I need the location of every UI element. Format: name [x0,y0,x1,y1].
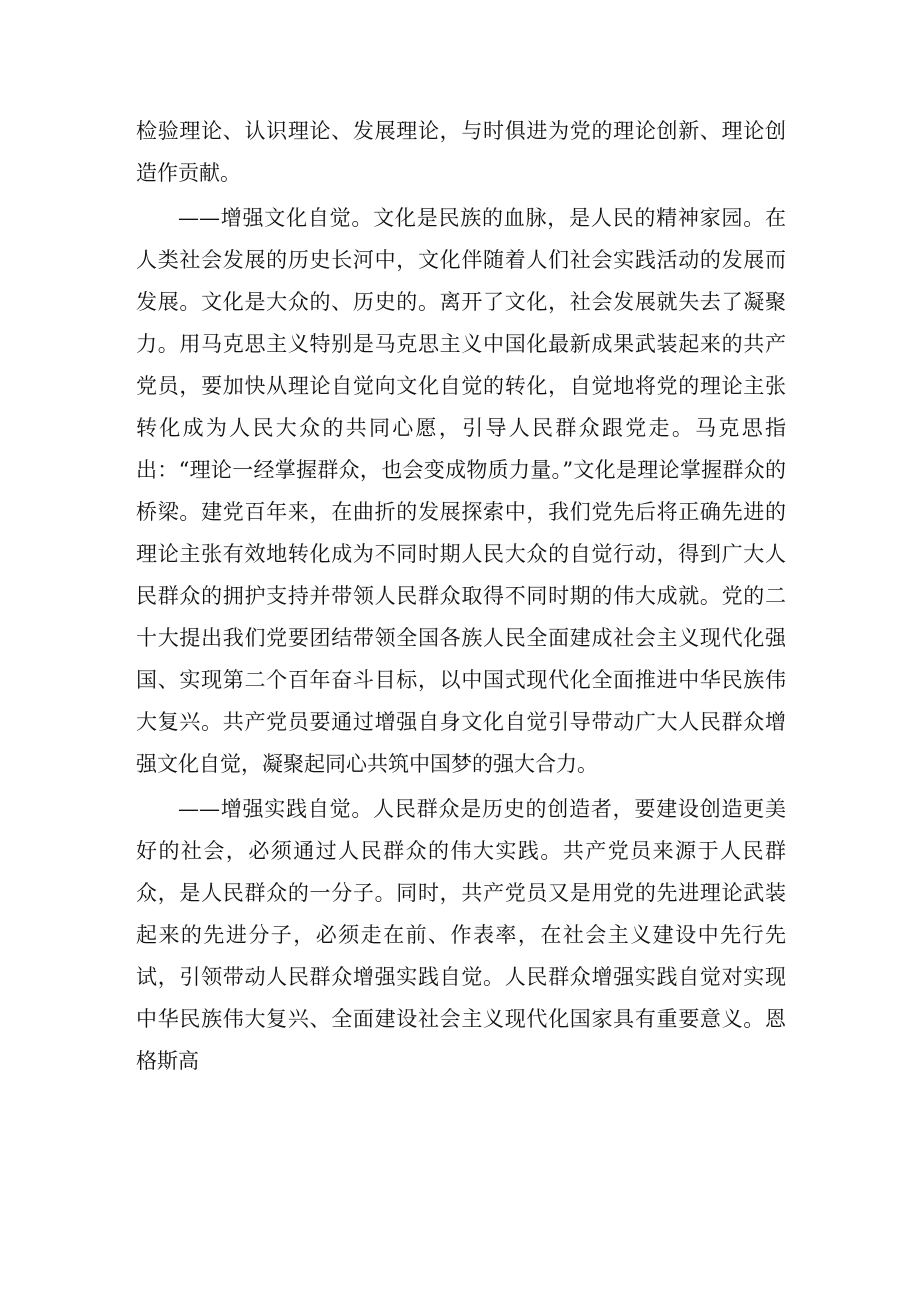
document-body [136,110,786,1085]
paragraph-practice-awareness: ——增强实践自觉。人民群众是历史的创造者，要建设创造更美好的社会，必须通过人民群众的伟大实践。共产党员来源于人民群众，是人民群众的一分子。同时，共产党员又是用党的先进理论武装起来的先进分子，必须走在前、作表率，在社会主义建设中先行先试，引领带动人民群众增强实践自觉。人民群众增强实践自觉对实现中华民族伟大复兴、全面建设社会主义现代化国家具有重要意义。恩格斯高 [136,797,786,1073]
paragraph-continuation: 检验理论、认识理论、发展理论，与时俱进为党的理论创新、理论创造作贡献。 [136,119,786,185]
paragraph-cultural-awareness: ——增强文化自觉。文化是民族的血脉，是人民的精神家园。在人类社会发展的历史长河中，文化伴随着人们社会实践活动的发展而发展。文化是大众的、历史的。离开了文化，社会发展就失去了凝聚力。用马克思主义特别是马克思主义中国化最新成果武装起来的共产党员，要加快从理论自觉向文化自觉的转化，自觉地将党的理论主张转化成为人民大众的共同心愿，引导人民群众跟党走。马克思指出：“理论一经掌握群众，也会变成物质力量。”文化是理论掌握群众的桥梁。建党百年来，在曲折的发展探索中，我们党先后将正确先进的理论主张有效地转化成为不同时期人民大众的自觉行动，得到广大人民群众的拥护支持并带领人民群众取得不同时期的伟大成就。党的二十大提出我们党要团结带领全国各族人民全面建成社会主义现代化强国、实现第二个百年奋斗目标，以中国式现代化全面推进中华民族伟大复兴。共产党员要通过增强自身文化自觉引导带动广大人民群众增强文化自觉，凝聚起同心共筑中国梦的强大合力。 [136,206,786,776]
